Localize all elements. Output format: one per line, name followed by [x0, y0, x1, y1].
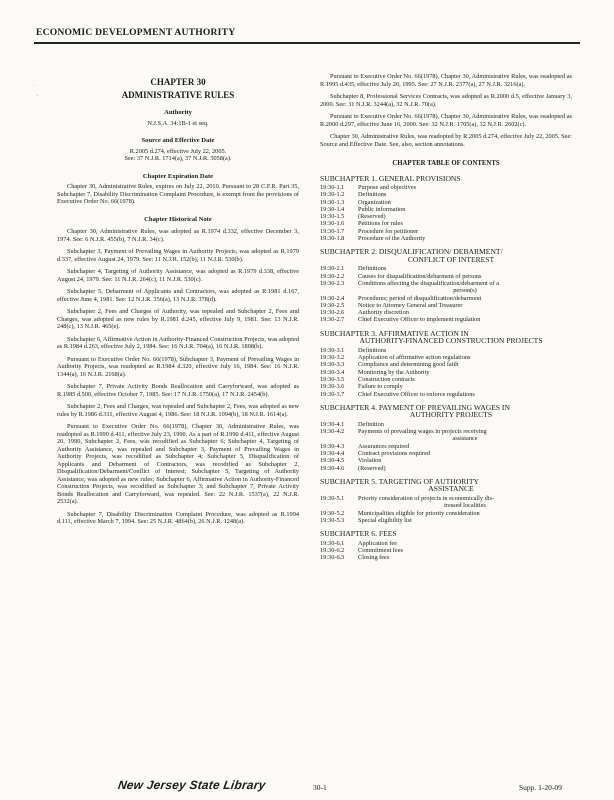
- subchapter-title: [320, 530, 572, 538]
- section-title: [358, 316, 572, 323]
- section-title-text: Organization: [358, 198, 391, 206]
- subchapter-title: [320, 175, 572, 183]
- section-title: [358, 280, 572, 295]
- toc-entry: [320, 273, 572, 280]
- section-title: [358, 510, 572, 517]
- section-title-text: Procedures; period of disqualification/debarment: [358, 294, 482, 302]
- subchapter-title: [320, 478, 572, 493]
- toc-entry: [320, 495, 572, 510]
- section-number: 19:30-6.2: [320, 546, 345, 554]
- toc-entry: [320, 391, 572, 398]
- toc-entry: [320, 316, 572, 323]
- subchapter-title-text: SUBCHAPTER 5. TARGETING OF AUTHORITY: [320, 476, 479, 486]
- section-title: [358, 540, 572, 547]
- toc-entry: [320, 383, 572, 390]
- toc-entry: [320, 309, 572, 316]
- toc-entry: [320, 265, 572, 272]
- section-title: [358, 361, 572, 368]
- section-number: 19:30-1.5: [320, 213, 345, 221]
- toc-entry: [320, 510, 572, 517]
- toc-entry: [320, 465, 572, 472]
- section-title-text: Application fee: [358, 539, 397, 547]
- toc-entry: [320, 191, 572, 198]
- section-title-text: Causes for disqualification/debarment of persons: [358, 272, 482, 280]
- section-number: 19:30-3.1: [320, 346, 345, 354]
- toc-entry: [320, 517, 572, 524]
- section-number: 19:30-1.3: [320, 198, 345, 206]
- subchapter-title-text: SUBCHAPTER 1. GENERAL PROVISIONS: [320, 173, 461, 183]
- section-title-text: Closing fees: [358, 554, 390, 562]
- toc-entry: [320, 220, 572, 227]
- history-paragraph: Chapter 30, Administrative Rules, was readopted by R.2005 d.274, effective July 22, 2005. See: Source and Effective Date. See, also, section annotations.: [320, 133, 572, 148]
- section-number: 19:30-3.5: [320, 375, 345, 383]
- section-title: [358, 265, 572, 272]
- subchapter-title: [320, 330, 572, 345]
- section-title: [358, 199, 572, 206]
- section-number: 19:30-5.2: [320, 509, 345, 517]
- section-title: [358, 547, 572, 554]
- section-title-text: Public information: [358, 205, 406, 213]
- history-paragraph: Subchapter 4, Targeting of Authority Assistance, was adopted as R.1979 d.338, effective August 24, 1979. See: 11 N.J.R. 264(c), 11 N.J.R. 530(c).: [57, 268, 299, 283]
- toc-entry: [320, 443, 572, 450]
- section-title: [358, 295, 572, 302]
- authority-heading: Authority: [164, 109, 192, 116]
- section-number: 19:30-1.6: [320, 220, 345, 228]
- section-title: [358, 273, 572, 280]
- section-title-continuation: person(s): [453, 287, 477, 295]
- history-paragraph: Subchapter 8, Professional Services Contracts, was adopted as R.2000 d.5, effective January 3, 2000. See: 31 N.J.R. 3244(a), 32 N.J.R. 70(a).: [320, 93, 572, 108]
- subchapter-title-continuation: ASSISTANCE: [428, 484, 474, 494]
- history-paragraph: Pursuant to Executive Order No. 66(1978), Chapter 30, Administrative Rules, was readopted as R.1995 d.435, effective July 20, 1995. See: 27 N.J.R. 2377(a), 27 N.J.R. 3216(a).: [320, 73, 572, 88]
- section-title-text: Procedure for petitioner: [358, 227, 419, 235]
- margin-mark: ˙: [33, 84, 36, 92]
- section-title-text: Petitions for rules: [358, 220, 403, 228]
- section-title-text: Definitions: [358, 346, 387, 354]
- expiration-heading: Chapter Expiration Date: [142, 172, 214, 180]
- subchapter-title-text: SUBCHAPTER 6. FEES: [320, 529, 397, 539]
- toc-entry: [320, 547, 572, 554]
- history-paragraph: Pursuant to Executive Order No. 66(1978), Subchapter 3, Payment of Prevailing Wages in Authority Projects, was readopted as R.1984 d.320, effective July 16, 1984. See: 16 N.J.R. 1344(a), 16 N.J.R. 2168(a).: [57, 355, 299, 378]
- subchapter-title-text: SUBCHAPTER 3. AFFIRMATIVE ACTION IN: [320, 328, 469, 338]
- section-title: [358, 465, 572, 472]
- section-number: 19:30-4.4: [320, 450, 345, 458]
- expiration-text: Chapter 30, Administrative Rules, expires on July 22, 2010. Pursuant to 28 C.F.R. Part 35, Subchapter 7, Disability Discrimination Complaint Procedure, is exempt from the provisions of Executive Order No. 66(1978).: [57, 183, 299, 205]
- section-number: 19:30-2.3: [320, 279, 345, 287]
- section-title-text: Procedure of the Authority: [358, 235, 426, 243]
- toc-entry: [320, 206, 572, 213]
- section-number: 19:30-2.4: [320, 294, 345, 302]
- toc-entry: [320, 540, 572, 547]
- history-heading: Chapter Historical Note: [144, 215, 212, 223]
- toc-entry: [320, 421, 572, 428]
- section-title: [358, 495, 572, 510]
- section-title: [358, 391, 572, 398]
- library-stamp: New Jersey State Library: [117, 778, 267, 792]
- section-title-text: Definitions: [358, 265, 387, 273]
- history-paragraph: Subchapter 2, Fees and Charges of Authority, was repealed and Subchapter 2, Fees and Charges, was adopted as new rules by R.1981 d.245, effective July 9, 1981. See: 13 N.J.R. 248(c), 13 N.J.R. 465(e).: [57, 308, 299, 330]
- section-title-text: Application of affirmative action regulations: [358, 354, 471, 362]
- history-right: [320, 73, 572, 148]
- section-title-text: Notice to Attorney General and Treasurer: [358, 301, 463, 309]
- section-number: 19:30-5.1: [320, 494, 345, 502]
- section-title: [358, 517, 572, 524]
- history-paragraph: Pursuant to Executive Order No. 66(1978), Chapter 30, Administrative Rules, was readopted as R.2000 d.297, effective June 16, 2000. See: 32 N.J.R. 1705(a), 32 N.J.R. 2602(c).: [320, 113, 572, 128]
- toc-entry: [320, 376, 572, 383]
- subchapter-title-text: SUBCHAPTER 2. DISQUALIFICATION/ DEBARMENT/: [320, 247, 503, 257]
- history-paragraph: Subchapter 5, Debarment of Applicants and Contractors, was adopted as R.1981 d.167, effective June 4, 1981. See: 12 N.J.R. 356(a), 13 N.J.R. 378(d).: [57, 288, 299, 303]
- section-number: 19:30-4.5: [320, 457, 345, 465]
- toc-entry: [320, 280, 572, 295]
- section-title-text: Commitment fees: [358, 546, 403, 554]
- section-number: 19:30-1.7: [320, 227, 345, 235]
- history-paragraph: Pursuant to Executive Order No. 66(1978), Chapter 30, Administrative Rules, was readopted as R.1990 d.411, effective July 23, 1990. As a part of R.1990 d.411, effective August 20, 1990, Subchapter 2, Fees, was recodified as Subchapter 6; Subchapter 4, Targeting of Authority Assistance, was repealed and Subchapter 3, Payment of Prevailing Wages in Authority Projects, was recodified as Subchapter 4; Subchapter 5, Disqualification of Applicants and Debarment of Contractors, was recodified as Subchapter 2, Disqualification/Debarment/Conflict of Interest; Subchapter 5, Targeting of Authority Assistance, was adopted as new rules; Subchapter 6, Affirmative Action in Authority-Financed Construction Projects, was recodified as Subchapter 3; and Subchapter 7, Private Activity Bonds Reallocation and Carryforward, was repealed. See: 22 N.J.R. 1537(a), 22 N.J.R. 2532(a).: [57, 423, 299, 505]
- section-number: 19:30-4.2: [320, 428, 345, 436]
- subchapter-title-continuation: CONFLICT OF INTEREST: [407, 254, 495, 264]
- section-title: [358, 347, 572, 354]
- section-title: [358, 184, 572, 191]
- section-title: [358, 213, 572, 220]
- section-title: [358, 450, 572, 457]
- section-title-text: Special eligibility list: [358, 516, 412, 524]
- section-number: 19:30-1.1: [320, 184, 345, 191]
- section-title: [358, 354, 572, 361]
- section-title-text: Authority discretion: [358, 309, 409, 317]
- toc-entry: [320, 354, 572, 361]
- section-title: [358, 376, 572, 383]
- section-title-text: Failure to comply: [358, 383, 403, 391]
- page-number: 30-1: [313, 783, 327, 792]
- section-title: [358, 228, 572, 235]
- toc-title: CHAPTER TABLE OF CONTENTS: [392, 160, 500, 167]
- toc-entry: [320, 199, 572, 206]
- section-title: [358, 302, 572, 309]
- toc-entry: [320, 361, 572, 368]
- section-number: 19:30-2.2: [320, 272, 345, 280]
- section-title: [358, 457, 572, 464]
- toc-entry: [320, 228, 572, 235]
- subchapter-title-text: SUBCHAPTER 4. PAYMENT OF PREVAILING WAGES IN: [320, 402, 510, 412]
- section-title-text: Compliance and determining good faith: [358, 361, 459, 369]
- history-paragraph: Chapter 30, Administrative Rules, was adopted as R.1974 d.332, effective December 3, 1974. See: 6 N.J.R. 455(b), 7 N.J.R. 34(c).: [57, 228, 299, 243]
- history-paragraph: Subchapter 6, Affirmative Action in Authority-Financed Construction Projects, was adopted as R.1984 d.263, effective July 2, 1984. See: 16 N.J.R. 704(a), 16 N.J.R. 1808(b).: [57, 335, 299, 350]
- subchapter-title: [320, 404, 572, 419]
- section-number: 19:30-3.3: [320, 361, 345, 369]
- section-title: [358, 383, 572, 390]
- history-paragraph: Subchapter 7, Disability Discrimination Complaint Procedure, was adopted as R.1994 d.111, effective March 7, 1994. See: 25 N.J.R. 4864(b), 26 N.J.R. 1248(a).: [57, 510, 299, 525]
- toc-entry: [320, 184, 572, 191]
- section-title-continuation: assistance: [452, 435, 478, 443]
- section-title-text: Violation: [358, 457, 382, 465]
- supplement-date: Supp. 1-20-09: [519, 783, 562, 792]
- section-title: [358, 369, 572, 376]
- section-number: 19:30-1.4: [320, 205, 345, 213]
- toc-entry: [320, 450, 572, 457]
- table-of-contents: [320, 175, 572, 562]
- section-number: 19:30-1.8: [320, 235, 345, 243]
- section-number: 19:30-2.6: [320, 309, 345, 317]
- toc-entry: [320, 554, 572, 561]
- section-number: 19:30-2.5: [320, 301, 345, 309]
- history-left: [57, 228, 299, 526]
- section-title-text: (Reserved): [358, 464, 386, 472]
- section-number: 19:30-6.3: [320, 554, 345, 562]
- section-number: 19:30-3.4: [320, 368, 345, 376]
- left-column: [57, 79, 299, 531]
- section-number: 19:30-3.2: [320, 354, 345, 362]
- section-title: [358, 309, 572, 316]
- section-title-text: Assurances required: [358, 442, 410, 450]
- margin-mark: ·: [36, 92, 39, 100]
- section-title-text: Chief Executive Officer to implement regulation: [358, 316, 481, 324]
- section-title-continuation: tressed localities: [444, 502, 486, 510]
- source-heading: Source and Effective Date: [141, 137, 215, 144]
- authority-text: N.J.S.A. 34:1B-1 et seq.: [147, 119, 209, 127]
- section-number: 19:30-3.7: [320, 390, 345, 398]
- toc-entry: [320, 369, 572, 376]
- section-title-text: Priority consideration of projects in economically dis-: [358, 494, 495, 502]
- section-title-text: Purpose and objectives: [358, 184, 417, 191]
- source-line: R.2005 d.274, effective July 22, 2005.: [129, 147, 227, 155]
- history-paragraph: Subchapter 3, Payment of Prevailing Wages in Authority Projects, was adopted as R.1979 d.337, effective August 24, 1979. See: 11 N.J.R. 152(b), 11 N.J.R. 530(b).: [57, 248, 299, 263]
- subchapter-title: [320, 248, 572, 263]
- subchapter-title-continuation: AUTHORITY-FINANCED CONSTRUCTION PROJECTS: [359, 336, 543, 346]
- toc-entry: [320, 457, 572, 464]
- section-title-text: Monitoring by the Authority: [358, 368, 430, 376]
- section-number: 19:30-6.1: [320, 539, 345, 547]
- section-number: 19:30-4.6: [320, 464, 345, 472]
- chapter-title: ADMINISTRATIVE RULES: [121, 89, 235, 100]
- section-number: 19:30-1.2: [320, 191, 345, 199]
- subchapter-title-continuation: AUTHORITY PROJECTS: [409, 410, 493, 420]
- toc-entry: [320, 347, 572, 354]
- section-title-text: Definitions: [358, 191, 387, 199]
- history-paragraph: Subchapter 2, Fees and Charges, was repealed and Subchapter 2, Fees, was adopted as new rules by R.1986 d.311, effective August 4, 1986. See: 18 N.J.R. 1094(b), 18 N.J.R. 1614(a).: [57, 403, 299, 418]
- section-title-text: Contract provisions required: [358, 450, 431, 458]
- section-title-text: Conditions affecting the disqualification/debarment of a: [358, 279, 500, 287]
- section-title-text: Definition: [358, 420, 384, 428]
- section-number: 19:30-2.1: [320, 265, 345, 273]
- toc-entry: [320, 213, 572, 220]
- source-line: See: 37 N.J.R. 1714(a), 37 N.J.R. 3058(a).: [124, 155, 232, 162]
- section-title-text: Construction contracts: [358, 375, 415, 383]
- section-title-text: Chief Executive Officer to enforce regulations: [358, 390, 475, 398]
- section-title: [358, 421, 572, 428]
- right-column: [320, 73, 572, 561]
- section-title-text: (Reserved): [358, 213, 386, 221]
- running-header: ECONOMIC DEVELOPMENT AUTHORITY: [36, 27, 236, 38]
- toc-entry: [320, 295, 572, 302]
- header-rule: [34, 42, 580, 44]
- section-title: [358, 191, 572, 198]
- toc-entry: [320, 302, 572, 309]
- section-title: [358, 428, 572, 443]
- section-number: 19:30-2.7: [320, 316, 345, 324]
- section-title-text: Payments of prevailing wages in projects receiving: [358, 428, 487, 436]
- section-title: [358, 220, 572, 227]
- section-number: 19:30-3.6: [320, 383, 345, 391]
- section-title-text: Municipalities eligible for priority consideration: [358, 509, 480, 517]
- history-paragraph: Subchapter 7, Private Activity Bonds Reallocation and Carryforward, was adopted as R.1985 d.500, effective October 7, 1985. See: 17 N.J.R. 1750(a), 17 N.J.R. 2454(b).: [57, 383, 299, 398]
- section-number: 19:30-5.3: [320, 516, 345, 524]
- section-title: [358, 206, 572, 213]
- section-number: 19:30-4.1: [320, 420, 345, 428]
- section-title: [358, 443, 572, 450]
- toc-entry: [320, 235, 572, 242]
- toc-entry: [320, 428, 572, 443]
- section-title: [358, 554, 572, 561]
- chapter-number: CHAPTER 30: [150, 77, 206, 87]
- section-number: 19:30-4.3: [320, 442, 345, 450]
- section-title: [358, 235, 572, 242]
